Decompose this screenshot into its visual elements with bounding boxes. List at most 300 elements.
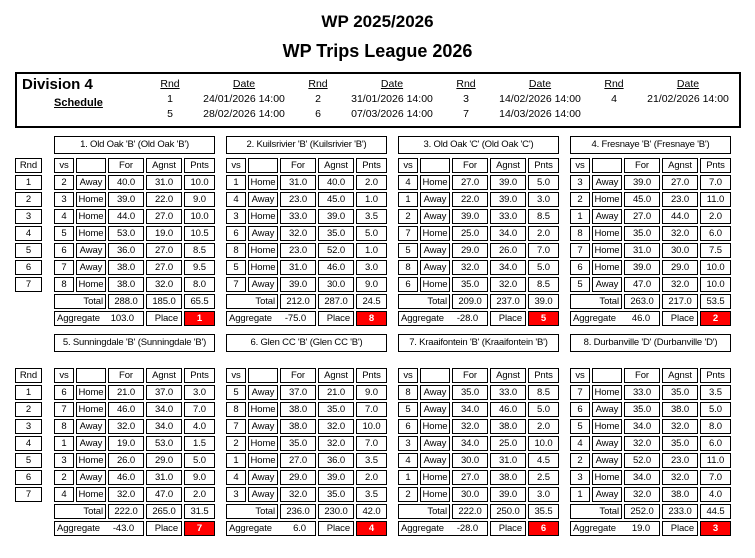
agnst-cell: 30.0: [662, 243, 698, 258]
vs-cell: 8: [226, 402, 246, 417]
vs-cell: 1: [570, 487, 590, 502]
schedule-date-value: 14/03/2026 14:00: [499, 108, 581, 120]
total-label-cell: Total: [570, 504, 622, 519]
agnst-cell: 38.0: [662, 487, 698, 502]
total-pnts-cell: 35.5: [528, 504, 559, 519]
schedule-label: Schedule: [54, 97, 103, 109]
schedule-rnd-header: Rnd: [456, 78, 476, 90]
agnst-cell: 30.0: [318, 277, 354, 292]
aggregate-value: -28.0: [456, 313, 478, 324]
pnts-cell: 10.0: [700, 277, 731, 292]
total-label-cell: Total: [398, 504, 450, 519]
vs-cell: 1: [570, 209, 590, 224]
side-cell: Home: [248, 453, 278, 468]
total-agnst-cell: 265.0: [146, 504, 182, 519]
total-pnts-cell: 65.5: [184, 294, 215, 309]
pnts-header-cell: Pnts: [356, 368, 387, 383]
vs-cell: 6: [570, 260, 590, 275]
schedule-date-header: Date: [380, 78, 404, 90]
schedule-date-value: 24/01/2026 14:00: [203, 93, 285, 105]
vs-cell: 6: [570, 402, 590, 417]
aggregate-cell: [398, 521, 488, 536]
pnts-cell: 3.5: [700, 385, 731, 400]
total-pnts-cell: 31.5: [184, 504, 215, 519]
pnts-cell: 10.0: [356, 419, 387, 434]
total-agnst-cell: 287.0: [318, 294, 354, 309]
aggregate-cell: [226, 521, 316, 536]
agnst-cell: 23.0: [662, 192, 698, 207]
for-cell: 46.0: [108, 470, 144, 485]
pnts-cell: 9.0: [184, 192, 215, 207]
aggregate-value: -28.0: [456, 523, 478, 534]
place-value-cell: 1: [184, 311, 215, 326]
agnst-cell: 52.0: [318, 243, 354, 258]
vs-cell: 6: [398, 419, 418, 434]
aggregate-label: Aggregate: [57, 313, 100, 324]
pnts-cell: 1.0: [356, 192, 387, 207]
schedule-rnd-value: 5: [167, 108, 173, 120]
team-table: [226, 334, 387, 536]
pnts-cell: 9.0: [356, 385, 387, 400]
agnst-cell: 22.0: [146, 192, 182, 207]
pnts-cell: 3.0: [528, 487, 559, 502]
for-cell: 33.0: [624, 385, 660, 400]
for-cell: 25.0: [452, 226, 488, 241]
aggregate-cell: [570, 521, 660, 536]
for-cell: 32.0: [108, 487, 144, 502]
agnst-cell: 32.0: [490, 277, 526, 292]
agnst-header-cell: Agnst: [318, 158, 354, 173]
aggregate-value: -75.0: [284, 313, 306, 324]
team-grid: [226, 368, 387, 536]
page-title: WP 2025/2026: [321, 12, 434, 31]
vs-cell: 8: [54, 419, 74, 434]
vs-cell: 2: [54, 470, 74, 485]
round-cell: 5: [15, 453, 42, 468]
vs-cell: 3: [54, 192, 74, 207]
side-header-cell: [420, 158, 450, 173]
pnts-header-cell: Pnts: [356, 158, 387, 173]
round-column-spacer: [15, 136, 42, 158]
round-cell: 7: [15, 277, 42, 292]
total-agnst-cell: 237.0: [490, 294, 526, 309]
pnts-header-cell: Pnts: [184, 368, 215, 383]
total-label-cell: Total: [54, 294, 106, 309]
for-cell: 53.0: [108, 226, 144, 241]
aggregate-value: 103.0: [110, 313, 134, 324]
aggregate-value: -43.0: [112, 523, 134, 534]
total-for-cell: 212.0: [280, 294, 316, 309]
tables-row-2: [15, 334, 755, 536]
side-cell: Away: [420, 402, 450, 417]
for-cell: 32.0: [452, 260, 488, 275]
pnts-cell: 4.5: [528, 453, 559, 468]
total-for-cell: 288.0: [108, 294, 144, 309]
agnst-header-cell: Agnst: [146, 158, 182, 173]
vs-cell: 6: [226, 226, 246, 241]
for-cell: 46.0: [108, 402, 144, 417]
pnts-cell: 10.0: [184, 209, 215, 224]
pnts-cell: 1.5: [184, 436, 215, 451]
pnts-cell: 10.0: [528, 436, 559, 451]
vs-cell: 6: [54, 243, 74, 258]
agnst-cell: 27.0: [662, 175, 698, 190]
agnst-cell: 31.0: [490, 453, 526, 468]
pnts-cell: 1.0: [356, 243, 387, 258]
vs-header-cell: vs: [54, 368, 74, 383]
agnst-cell: 32.0: [318, 419, 354, 434]
for-cell: 38.0: [280, 419, 316, 434]
vs-header-cell: vs: [570, 368, 590, 383]
pnts-cell: 7.0: [700, 175, 731, 190]
aggregate-cell: [54, 521, 144, 536]
for-cell: 22.0: [452, 192, 488, 207]
aggregate-value: 19.0: [631, 523, 650, 534]
for-cell: 29.0: [452, 243, 488, 258]
for-header-cell: For: [452, 158, 488, 173]
side-header-cell: [592, 158, 622, 173]
agnst-cell: 29.0: [146, 453, 182, 468]
agnst-header-cell: Agnst: [662, 368, 698, 383]
vs-cell: 2: [398, 209, 418, 224]
agnst-cell: 36.0: [318, 453, 354, 468]
agnst-cell: 32.0: [662, 419, 698, 434]
place-label-cell: Place: [662, 521, 698, 536]
place-value-cell: 2: [700, 311, 731, 326]
for-cell: 44.0: [108, 209, 144, 224]
for-cell: 35.0: [452, 385, 488, 400]
division-title: Division 4: [22, 76, 93, 93]
place-value-cell: 4: [356, 521, 387, 536]
team-grid: [570, 368, 731, 536]
agnst-cell: 39.0: [318, 209, 354, 224]
pnts-cell: 3.5: [356, 209, 387, 224]
for-cell: 19.0: [108, 436, 144, 451]
agnst-cell: 39.0: [490, 487, 526, 502]
schedule-date-value: 14/02/2026 14:00: [499, 93, 581, 105]
vs-cell: 5: [54, 226, 74, 241]
round-column: [15, 334, 42, 502]
agnst-cell: 31.0: [146, 470, 182, 485]
agnst-cell: 35.0: [318, 487, 354, 502]
agnst-header-cell: Agnst: [146, 368, 182, 383]
round-cell: 4: [15, 436, 42, 451]
place-value-cell: 7: [184, 521, 215, 536]
for-cell: 27.0: [452, 175, 488, 190]
team-grid: [570, 158, 731, 326]
for-cell: 30.0: [452, 453, 488, 468]
place-label-cell: Place: [662, 311, 698, 326]
team-title-area: [226, 136, 387, 158]
for-cell: 30.0: [452, 487, 488, 502]
for-cell: 39.0: [280, 277, 316, 292]
side-cell: Home: [248, 175, 278, 190]
schedule-rnd-value: 3: [463, 93, 469, 105]
vs-cell: 8: [54, 277, 74, 292]
agnst-cell: 35.0: [662, 436, 698, 451]
for-cell: 35.0: [452, 277, 488, 292]
schedule-rnd-header: Rnd: [604, 78, 624, 90]
side-cell: Away: [76, 436, 106, 451]
agnst-cell: 19.0: [146, 226, 182, 241]
pnts-cell: 6.0: [700, 226, 731, 241]
team-table: [398, 334, 559, 536]
pnts-cell: 8.5: [528, 385, 559, 400]
for-header-cell: For: [280, 158, 316, 173]
for-cell: 39.0: [624, 260, 660, 275]
agnst-cell: 34.0: [146, 419, 182, 434]
team-grid: [226, 158, 387, 326]
pnts-header-cell: Pnts: [528, 158, 559, 173]
pnts-cell: 4.0: [184, 419, 215, 434]
for-cell: 34.0: [624, 419, 660, 434]
round-cell: 2: [15, 192, 42, 207]
vs-cell: 4: [226, 470, 246, 485]
round-cell: 2: [15, 402, 42, 417]
place-value-cell: 5: [528, 311, 559, 326]
side-cell: Away: [76, 175, 106, 190]
vs-cell: 3: [398, 436, 418, 451]
aggregate-cell: [570, 311, 660, 326]
for-cell: 39.0: [452, 209, 488, 224]
side-cell: Away: [248, 226, 278, 241]
agnst-cell: 32.0: [662, 226, 698, 241]
pnts-cell: 2.0: [356, 175, 387, 190]
vs-cell: 4: [398, 453, 418, 468]
side-cell: Away: [248, 277, 278, 292]
vs-cell: 7: [54, 402, 74, 417]
schedule-rnd-value: 4: [611, 93, 617, 105]
total-agnst-cell: 230.0: [318, 504, 354, 519]
team-grid: [54, 158, 215, 326]
aggregate-label: Aggregate: [401, 313, 444, 324]
side-cell: Away: [76, 419, 106, 434]
schedule-date-header: Date: [232, 78, 256, 90]
vs-cell: 4: [54, 209, 74, 224]
vs-cell: 2: [570, 192, 590, 207]
report-header: [0, 0, 755, 62]
vs-cell: 7: [226, 277, 246, 292]
side-cell: Away: [592, 487, 622, 502]
side-header-cell: [76, 158, 106, 173]
pnts-cell: 5.0: [528, 402, 559, 417]
pnts-cell: 7.0: [356, 402, 387, 417]
aggregate-label: Aggregate: [573, 313, 616, 324]
side-cell: Home: [248, 260, 278, 275]
pnts-cell: 5.0: [700, 402, 731, 417]
side-cell: Away: [248, 419, 278, 434]
schedule-date-value: 28/02/2026 14:00: [203, 108, 285, 120]
team-table-title: 3. Old Oak 'C' (Old Oak 'C'): [398, 136, 559, 154]
total-pnts-cell: 24.5: [356, 294, 387, 309]
vs-cell: 8: [398, 260, 418, 275]
side-cell: Home: [420, 419, 450, 434]
pnts-cell: 8.5: [184, 243, 215, 258]
pnts-cell: 2.0: [356, 470, 387, 485]
vs-cell: 7: [226, 419, 246, 434]
aggregate-label: Aggregate: [401, 523, 444, 534]
vs-cell: 5: [570, 277, 590, 292]
team-table: [570, 136, 731, 326]
pnts-header-cell: Pnts: [700, 368, 731, 383]
aggregate-cell: [226, 311, 316, 326]
pnts-cell: 9.5: [184, 260, 215, 275]
agnst-cell: 27.0: [146, 243, 182, 258]
team-table: [398, 136, 559, 326]
schedule-rnd-value: 1: [167, 93, 173, 105]
side-cell: Home: [420, 175, 450, 190]
aggregate-label: Aggregate: [229, 313, 272, 324]
schedule-rnd-header: Rnd: [308, 78, 328, 90]
round-grid: [15, 158, 42, 292]
for-cell: 32.0: [624, 436, 660, 451]
side-cell: Home: [420, 487, 450, 502]
side-cell: Home: [420, 226, 450, 241]
total-agnst-cell: 217.0: [662, 294, 698, 309]
for-cell: 21.0: [108, 385, 144, 400]
vs-header-cell: vs: [54, 158, 74, 173]
pnts-cell: 3.0: [528, 192, 559, 207]
round-cell: 1: [15, 385, 42, 400]
vs-cell: 5: [226, 385, 246, 400]
side-cell: Home: [592, 470, 622, 485]
team-title-area: [54, 334, 215, 368]
side-cell: Away: [248, 192, 278, 207]
side-cell: Home: [76, 277, 106, 292]
vs-header-cell: vs: [570, 158, 590, 173]
side-cell: Home: [592, 192, 622, 207]
round-grid: [15, 368, 42, 502]
pnts-header-cell: Pnts: [700, 158, 731, 173]
total-agnst-cell: 185.0: [146, 294, 182, 309]
agnst-cell: 31.0: [146, 175, 182, 190]
pnts-cell: 7.5: [700, 243, 731, 258]
round-cell: 3: [15, 419, 42, 434]
side-cell: Home: [592, 243, 622, 258]
place-label-cell: Place: [490, 311, 526, 326]
vs-cell: 4: [54, 487, 74, 502]
side-header-cell: [420, 368, 450, 383]
schedule-rnd-value: 6: [315, 108, 321, 120]
pnts-cell: 5.0: [184, 453, 215, 468]
aggregate-value: 46.0: [631, 313, 650, 324]
aggregate-cell: [398, 311, 488, 326]
side-cell: Home: [592, 385, 622, 400]
side-cell: Home: [420, 470, 450, 485]
team-table: [54, 334, 215, 536]
for-header-cell: For: [280, 368, 316, 383]
total-agnst-cell: 233.0: [662, 504, 698, 519]
agnst-cell: 34.0: [490, 260, 526, 275]
side-cell: Home: [76, 226, 106, 241]
vs-cell: 2: [570, 453, 590, 468]
pnts-cell: 2.5: [528, 470, 559, 485]
agnst-cell: 39.0: [490, 175, 526, 190]
side-cell: Home: [592, 226, 622, 241]
for-cell: 39.0: [108, 192, 144, 207]
for-header-cell: For: [624, 368, 660, 383]
round-cell: 6: [15, 260, 42, 275]
place-value-cell: 3: [700, 521, 731, 536]
side-cell: Home: [592, 419, 622, 434]
round-header-cell: Rnd: [15, 158, 42, 173]
page-subtitle: WP Trips League 2026: [282, 41, 473, 61]
agnst-cell: 32.0: [662, 470, 698, 485]
total-label-cell: Total: [226, 504, 278, 519]
agnst-cell: 26.0: [490, 243, 526, 258]
division-schedule-box: [15, 72, 741, 128]
for-cell: 23.0: [280, 243, 316, 258]
pnts-cell: 5.0: [356, 226, 387, 241]
schedule-rnd-value: 2: [315, 93, 321, 105]
side-cell: Home: [420, 277, 450, 292]
for-header-cell: For: [624, 158, 660, 173]
agnst-cell: 44.0: [662, 209, 698, 224]
for-cell: 34.0: [452, 436, 488, 451]
side-cell: Away: [76, 470, 106, 485]
round-cell: 5: [15, 243, 42, 258]
place-value-cell: 6: [528, 521, 559, 536]
team-title-area: [226, 334, 387, 368]
for-cell: 52.0: [624, 453, 660, 468]
side-cell: Away: [248, 487, 278, 502]
pnts-cell: 2.0: [700, 209, 731, 224]
total-for-cell: 236.0: [280, 504, 316, 519]
round-cell: 3: [15, 209, 42, 224]
agnst-cell: 25.0: [490, 436, 526, 451]
place-label-cell: Place: [318, 311, 354, 326]
for-cell: 32.0: [624, 487, 660, 502]
for-cell: 32.0: [108, 419, 144, 434]
for-cell: 27.0: [452, 470, 488, 485]
side-cell: Home: [248, 209, 278, 224]
place-label-cell: Place: [318, 521, 354, 536]
vs-header-cell: vs: [398, 158, 418, 173]
agnst-cell: 32.0: [146, 277, 182, 292]
vs-cell: 3: [570, 175, 590, 190]
side-cell: Away: [592, 402, 622, 417]
agnst-cell: 35.0: [318, 402, 354, 417]
side-cell: Away: [592, 453, 622, 468]
vs-cell: 8: [398, 385, 418, 400]
schedule-rnd-value: 7: [463, 108, 469, 120]
vs-cell: 5: [398, 402, 418, 417]
pnts-cell: 3.0: [356, 260, 387, 275]
pnts-cell: 9.0: [356, 277, 387, 292]
vs-cell: 7: [398, 226, 418, 241]
for-cell: 45.0: [624, 192, 660, 207]
side-cell: Home: [76, 209, 106, 224]
pnts-cell: 3.0: [184, 385, 215, 400]
side-cell: Home: [76, 402, 106, 417]
side-cell: Away: [420, 260, 450, 275]
team-title-area: [398, 136, 559, 158]
side-cell: Home: [76, 453, 106, 468]
total-for-cell: 222.0: [108, 504, 144, 519]
team-table-title: 8. Durbanville 'D' (Durbanville 'D'): [570, 334, 731, 352]
side-header-cell: [592, 368, 622, 383]
pnts-cell: 5.0: [528, 175, 559, 190]
for-cell: 34.0: [452, 402, 488, 417]
agnst-cell: 35.0: [662, 385, 698, 400]
schedule-date-value: 21/02/2026 14:00: [647, 93, 729, 105]
side-cell: Away: [420, 209, 450, 224]
pnts-cell: 10.5: [184, 226, 215, 241]
place-label-cell: Place: [490, 521, 526, 536]
for-cell: 39.0: [624, 175, 660, 190]
for-cell: 35.0: [624, 226, 660, 241]
for-cell: 35.0: [280, 436, 316, 451]
